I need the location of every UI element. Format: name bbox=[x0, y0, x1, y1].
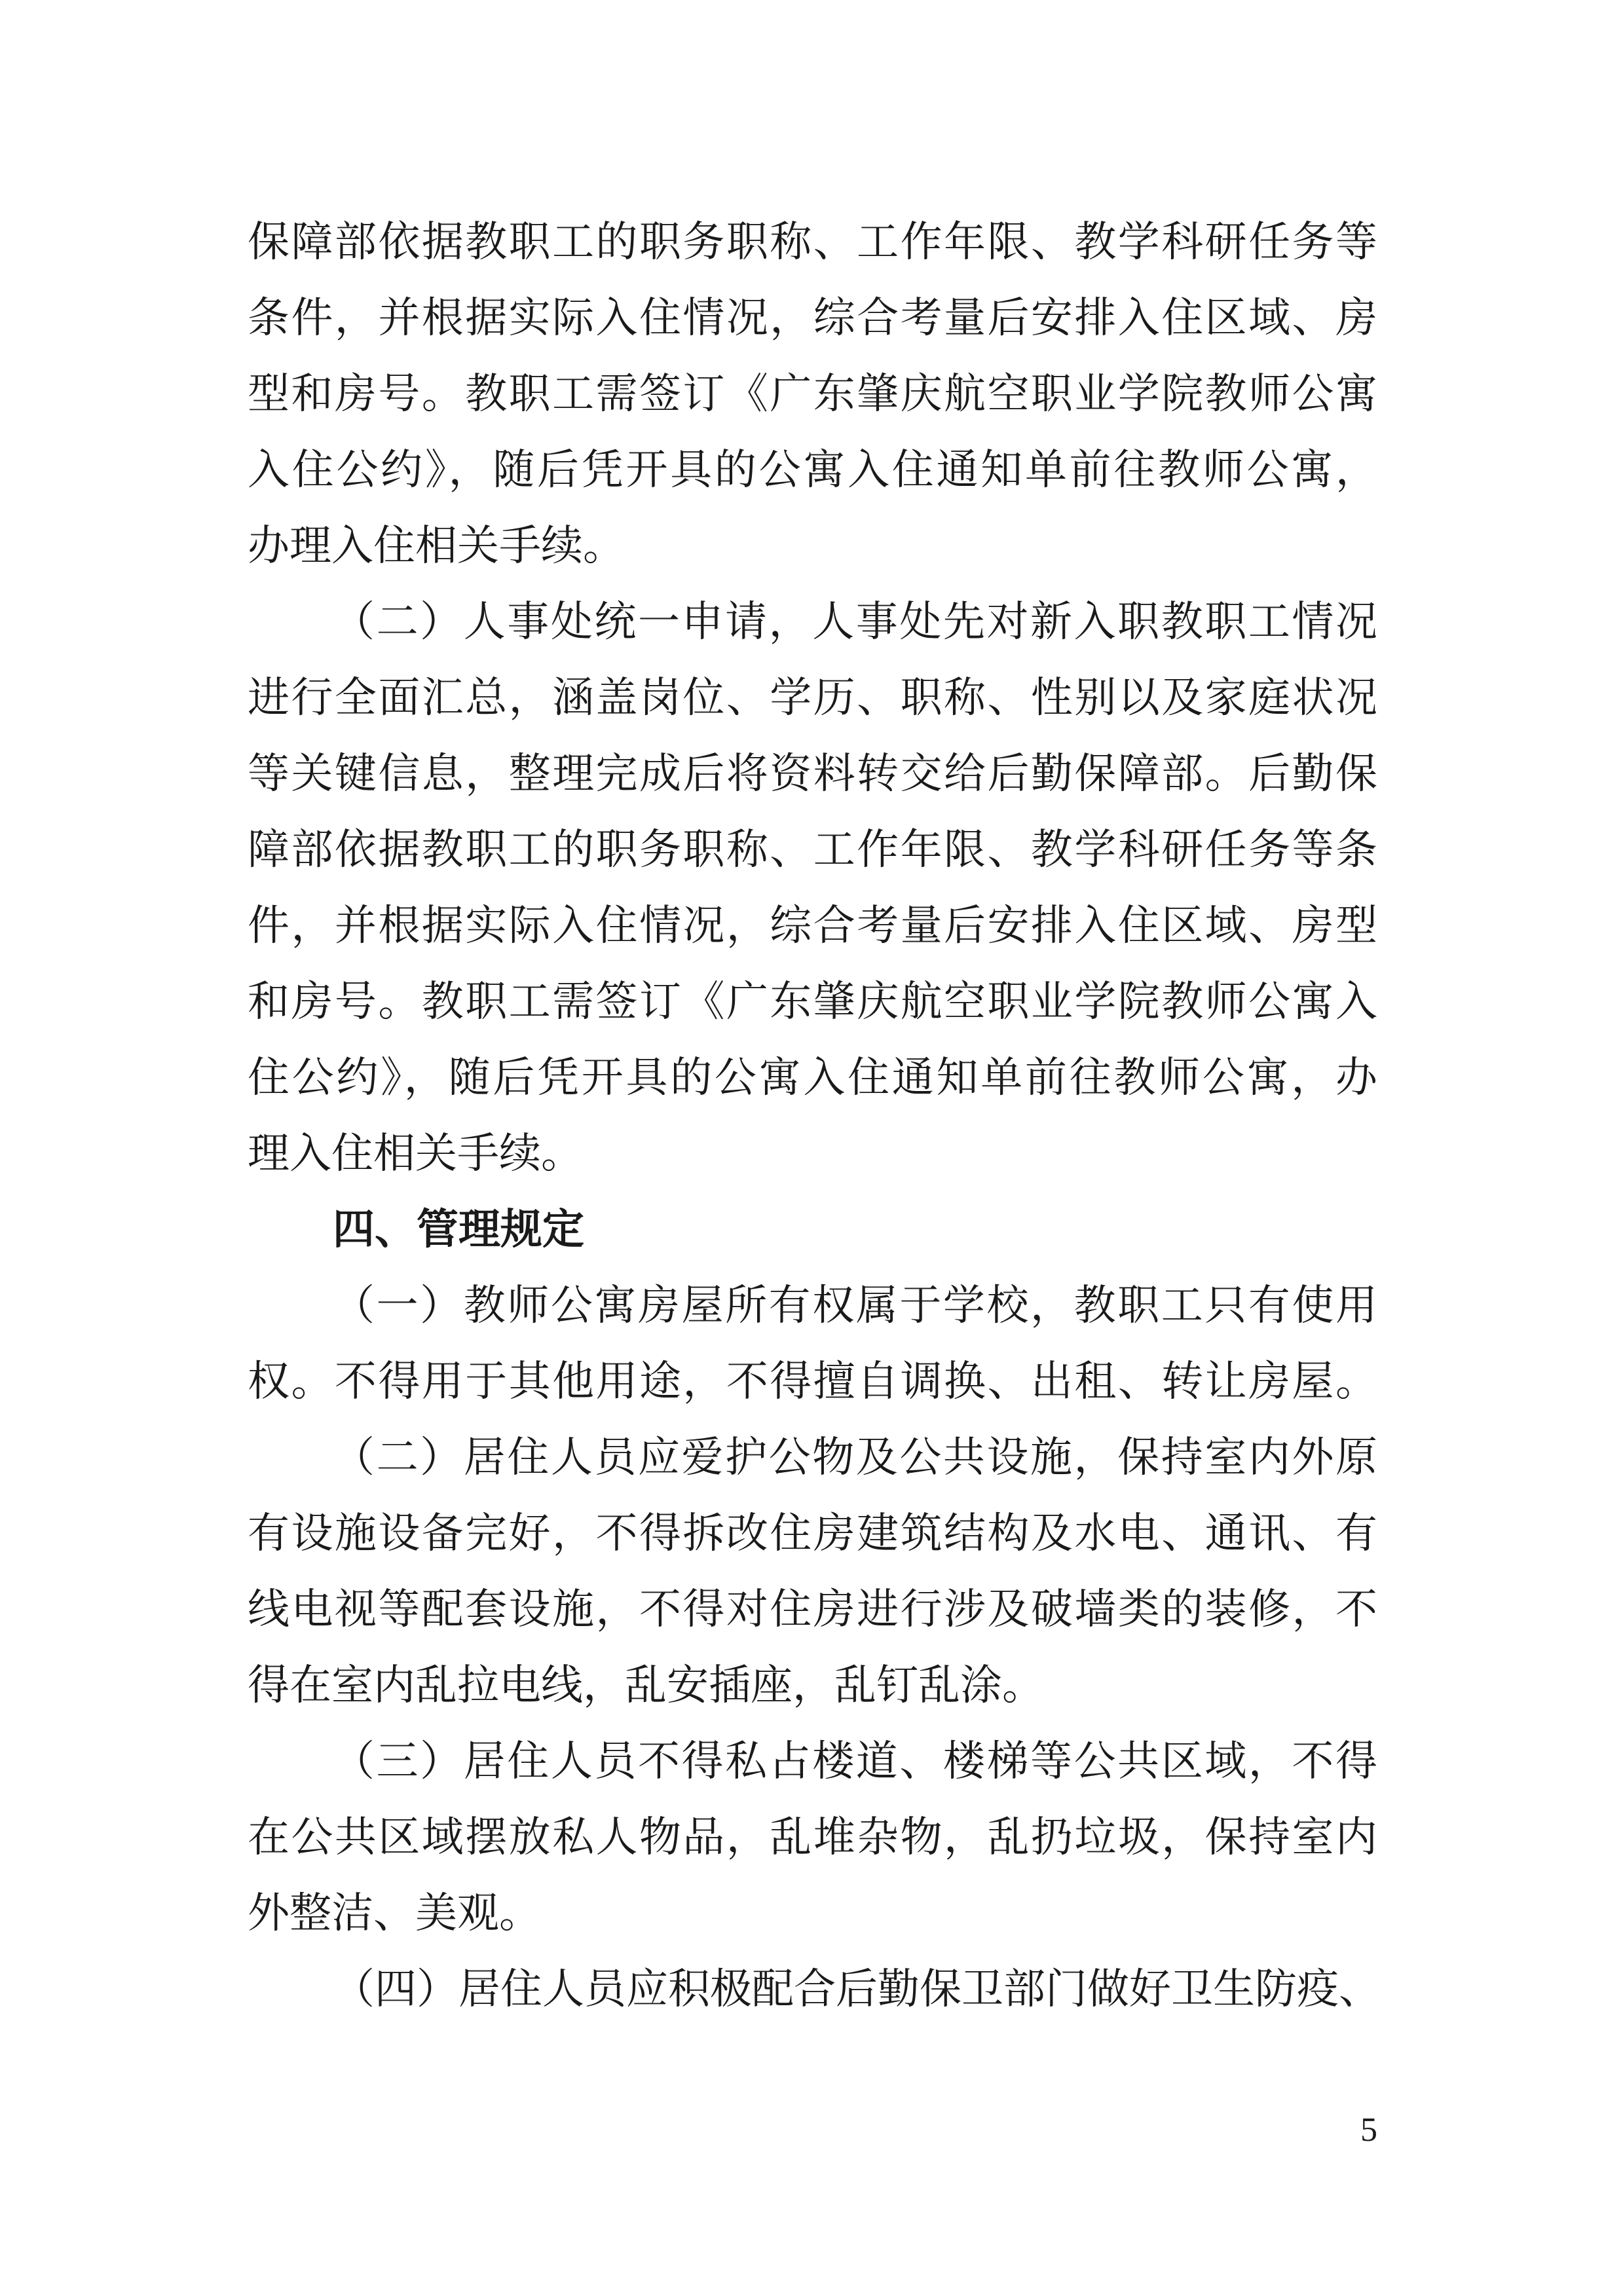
body-text-line: 理入住相关手续。 bbox=[248, 1130, 583, 1178]
body-text-line: 住公约》，随后凭开具的公寓入住通知单前往教师公寓，办 bbox=[248, 1054, 1377, 1102]
body-text-line: 入住公约》，随后凭开具的公寓入住通知单前往教师公寓， bbox=[248, 446, 1377, 494]
body-text-line: 保障部依据教职工的职务职称、工作年限、教学科研任务等 bbox=[248, 218, 1377, 267]
body-text-line: 进行全面汇总，涵盖岗位、学历、职称、性别以及家庭状况 bbox=[248, 674, 1377, 722]
body-text-line: 得在室内乱拉电线，乱安插座，乱钉乱涂。 bbox=[248, 1661, 1044, 1710]
body-text-line: 型和房号。教职工需签订《广东肇庆航空职业学院教师公寓 bbox=[248, 370, 1377, 418]
paragraph-start-line: （二）人事处统一申请，人事处先对新入职教职工情况 bbox=[333, 598, 1377, 646]
section-heading: 四、管理规定 bbox=[333, 1206, 584, 1254]
body-text-line: 办理入住相关手续。 bbox=[248, 522, 625, 570]
body-text-line: 件，并根据实际入住情况，综合考量后安排入住区域、房型 bbox=[248, 902, 1377, 950]
body-text-line: 有设施设备完好，不得拆改住房建筑结构及水电、通讯、有 bbox=[248, 1509, 1377, 1558]
body-text-line: 条件，并根据实际入住情况，综合考量后安排入住区域、房 bbox=[248, 294, 1377, 343]
body-text-line: 权。不得用于其他用途，不得擅自调换、出租、转让房屋。 bbox=[248, 1358, 1377, 1406]
body-text-line: 在公共区域摆放私人物品，乱堆杂物，乱扔垃圾，保持室内 bbox=[248, 1813, 1377, 1862]
body-text-line: 外整洁、美观。 bbox=[248, 1889, 541, 1938]
body-text-line: 和房号。教职工需签订《广东肇庆航空职业学院教师公寓入 bbox=[248, 978, 1377, 1026]
page-number: 5 bbox=[1360, 2111, 1377, 2149]
body-text-line: 线电视等配套设施，不得对住房进行涉及破墙类的装修，不 bbox=[248, 1585, 1377, 1634]
body-text-line: 障部依据教职工的职务职称、工作年限、教学科研任务等条 bbox=[248, 826, 1377, 874]
paragraph-start-line: （四）居住人员应积极配合后勤保卫部门做好卫生防疫、 bbox=[333, 1965, 1381, 2014]
paragraph-start-line: （二）居住人员应爱护公物及公共设施，保持室内外原 bbox=[333, 1434, 1377, 1482]
paragraph-start-line: （一）教师公寓房屋所有权属于学校，教职工只有使用 bbox=[333, 1282, 1377, 1330]
paragraph-start-line: （三）居住人员不得私占楼道、楼梯等公共区域，不得 bbox=[333, 1737, 1377, 1786]
body-text-line: 等关键信息，整理完成后将资料转交给后勤保障部。后勤保 bbox=[248, 750, 1377, 798]
